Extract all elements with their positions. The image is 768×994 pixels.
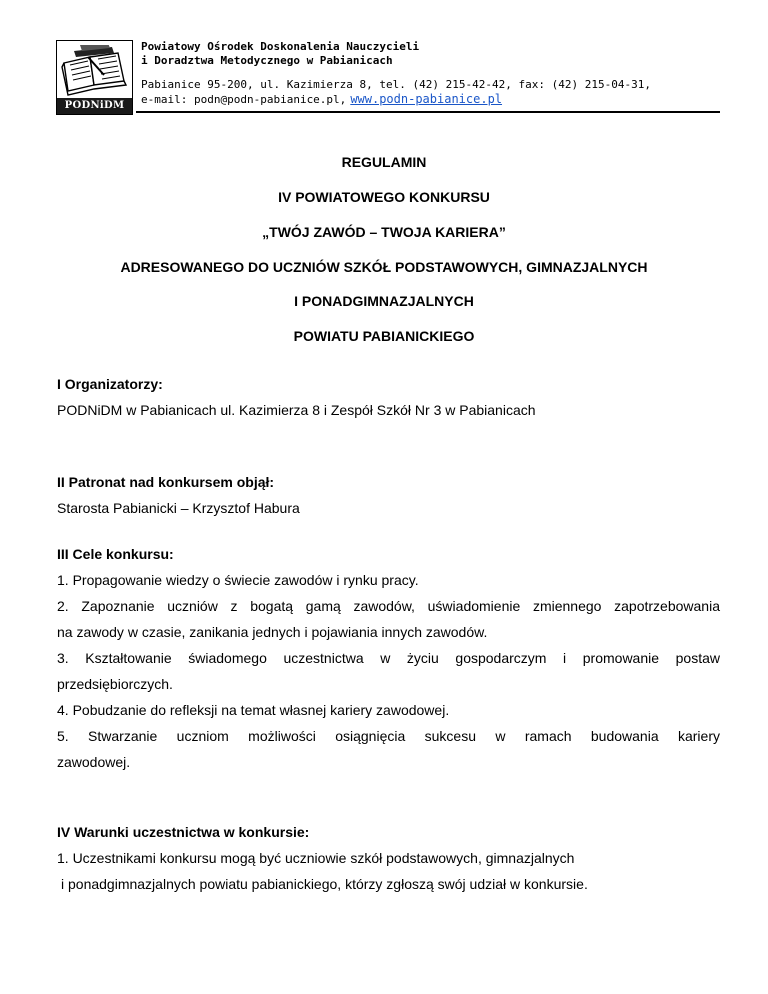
doc-title-county: POWIATU PABIANICKIEGO [293, 328, 475, 344]
section-goals-heading: III Cele konkursu: [57, 546, 174, 562]
goal-item-5-line1: 5. Stwarzanie uczniom możliwości osiągnięcia sukcesu w ramach budowania kariery [57, 728, 720, 744]
section-organizers-text: PODNiDM w Pabianicach ul. Kazimierza 8 i Zespół Szkół Nr 3 w Pabianicach [57, 402, 536, 418]
header-text [141, 40, 651, 107]
logo-band-text: PODNiDM [57, 98, 132, 114]
doc-title-audience-2: I PONADGIMNAZJALNYCH [294, 293, 474, 309]
condition-item-1-line2: i ponadgimnazjalnych powiatu pabianickiego, którzy zgłoszą swój udział w konkursie. [61, 876, 588, 892]
section-organizers-heading: I Organizatorzy: [57, 376, 163, 392]
goal-item-4: 4. Pobudzanie do refleksji na temat własnej kariery zawodowej. [57, 702, 450, 718]
goal-item-2-line2: na zawody w czasie, zanikania jednych i pojawiania innych zawodów. [57, 624, 488, 640]
goal-item-3-line1: 3. Kształtowanie świadomego uczestnictwa w życiu gospodarczym i promowanie postaw [57, 650, 720, 666]
doc-title-audience: ADRESOWANEGO DO UCZNIÓW SZKÓŁ PODSTAWOWYCH, GIMNAZJALNYCH [120, 259, 648, 275]
goal-item-2-line1: 2. Zapoznanie uczniów z bogatą gamą zawodów, uświadomienie zmiennego zapotrzebowania [57, 598, 720, 614]
org-name-line2: i Doradztwa Metodycznego w Pabianicach [141, 54, 393, 67]
website-link[interactable]: www.podn-pabianice.pl [350, 92, 503, 106]
condition-item-1-line1: 1. Uczestnikami konkursu mogą być uczniowie szkół podstawowych, gimnazjalnych [57, 850, 575, 866]
contact-line [141, 92, 651, 107]
goal-item-1: 1. Propagowanie wiedzy o świecie zawodów i rynku pracy. [57, 572, 419, 588]
doc-title-contest: IV POWIATOWEGO KONKURSU [278, 189, 490, 205]
goal-item-3-line2: przedsiębiorczych. [57, 676, 173, 692]
letterhead [56, 40, 720, 114]
open-book-icon [60, 45, 130, 99]
doc-title-name: „TWÓJ ZAWÓD – TWOJA KARIERA” [262, 224, 506, 240]
section-patronage-text: Starosta Pabianicki – Krzysztof Habura [57, 500, 300, 516]
section-conditions-heading: IV Warunki uczestnictwa w konkursie: [57, 824, 310, 840]
doc-title-regulamin: REGULAMIN [341, 154, 427, 170]
podnidm-logo [56, 40, 133, 115]
org-address: Pabianice 95-200, ul. Kazimierza 8, tel. (42) 215-42-42, fax: (42) 215-04-31, [141, 78, 651, 91]
goal-item-5-line2: zawodowej. [57, 754, 131, 770]
org-email: e-mail: podn@podn-pabianice.pl, [141, 93, 347, 106]
org-name-line1: Powiatowy Ośrodek Doskonalenia Nauczycieli [141, 40, 420, 53]
section-patronage-heading: II Patronat nad konkursem objął: [57, 474, 275, 490]
header-divider [136, 111, 720, 113]
